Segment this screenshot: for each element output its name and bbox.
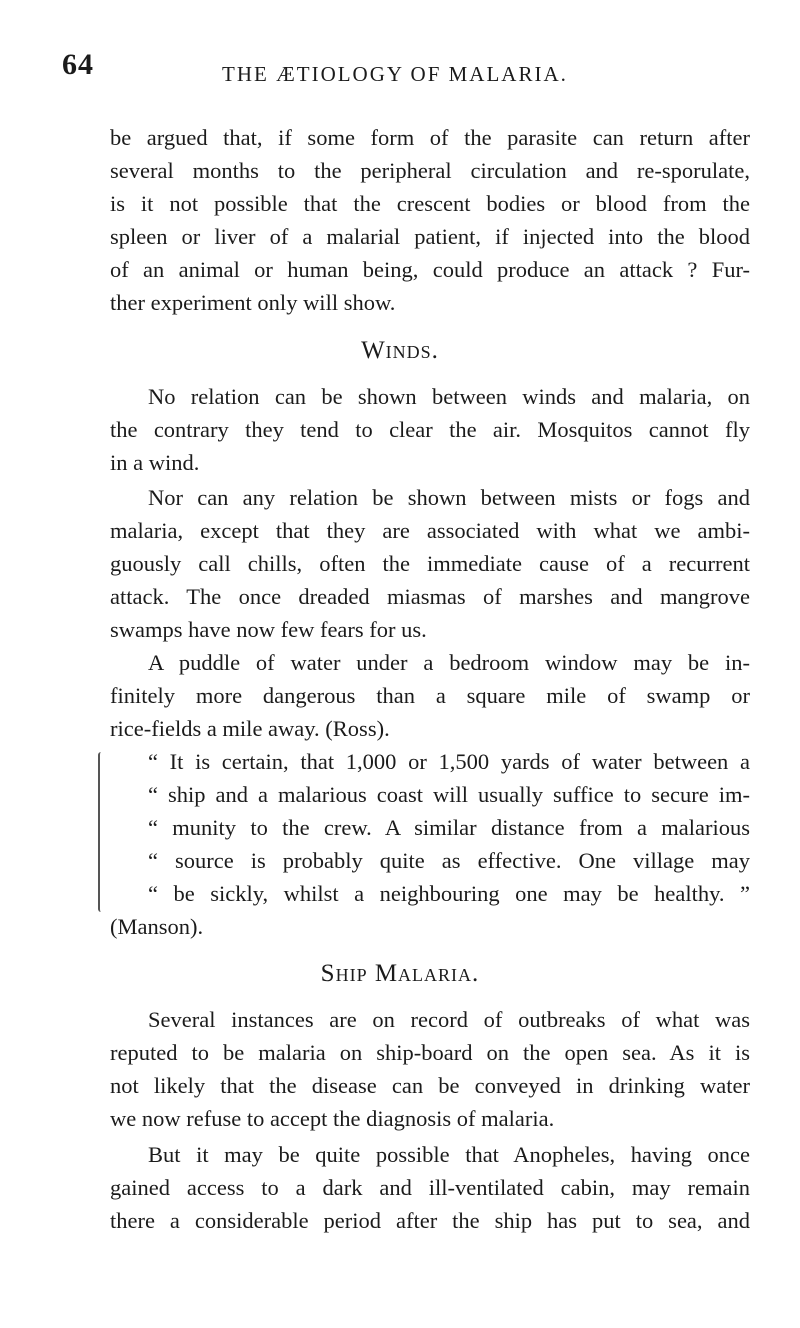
quote-line: “ be sickly, whilst a neighbouring one may be healthy. ” [148, 881, 750, 906]
text-line: there a considerable period after the ship has put to sea, and [110, 1208, 750, 1233]
section-heading-winds: Winds. [361, 337, 439, 364]
quote-line: “ ship and a malarious coast will usually suffice to secure im- [148, 782, 750, 807]
quote-line: “ source is probably quite as effective. One village may [148, 848, 750, 873]
margin-bracket [98, 752, 106, 912]
text-line: guously call chills, often the immediate cause of a recurrent [110, 551, 750, 576]
text-line: is it not possible that the crescent bodies or blood from the [110, 191, 750, 216]
text-line: not likely that the disease can be conveyed in drinking water [110, 1073, 750, 1098]
text-line: attack. The once dreaded miasmas of marshes and mangrove [110, 584, 750, 609]
text-line: finitely more dangerous than a square mile of swamp or [110, 683, 750, 708]
text-line: Nor can any relation be shown between mists or fogs and [148, 485, 750, 510]
text-line: reputed to be malaria on ship-board on the open sea. As it is [110, 1040, 750, 1065]
section-heading-ship-malaria: Ship Malaria. [320, 960, 480, 987]
text-line: rice-fields a mile away. (Ross). [110, 716, 390, 741]
text-line: swamps have now few fears for us. [110, 617, 427, 642]
quote-line: “ munity to the crew. A similar distance from a malarious [148, 815, 750, 840]
text-line: No relation can be shown between winds and malaria, on [148, 384, 750, 409]
text-line: spleen or liver of a malarial patient, if injected into the blood [110, 224, 750, 249]
text-line: gained access to a dark and ill-ventilated cabin, may remain [110, 1175, 750, 1200]
quote-line: “ It is certain, that 1,000 or 1,500 yards of water between a [148, 749, 750, 774]
text-line: Several instances are on record of outbreaks of what was [148, 1007, 750, 1032]
text-line: But it may be quite possible that Anopheles, having once [148, 1142, 750, 1167]
text-line: be argued that, if some form of the parasite can return after [110, 125, 750, 150]
text-line: ther experiment only will show. [110, 290, 396, 315]
text-line: we now refuse to accept the diagnosis of malaria. [110, 1106, 555, 1131]
text-line: A puddle of water under a bedroom window may be in- [148, 650, 750, 675]
text-line: malaria, except that they are associated with what we ambi- [110, 518, 750, 543]
text-line: in a wind. [110, 450, 200, 475]
text-line: of an animal or human being, could produce an attack ? Fur- [110, 257, 750, 282]
text-line: several months to the peripheral circulation and re-sporulate, [110, 158, 750, 183]
running-head: THE ÆTIOLOGY OF MALARIA. [222, 62, 568, 86]
page-number: 64 [62, 48, 94, 81]
text-line: the contrary they tend to clear the air. Mosquitos cannot fly [110, 417, 750, 442]
quote-attribution: (Manson). [110, 914, 204, 939]
